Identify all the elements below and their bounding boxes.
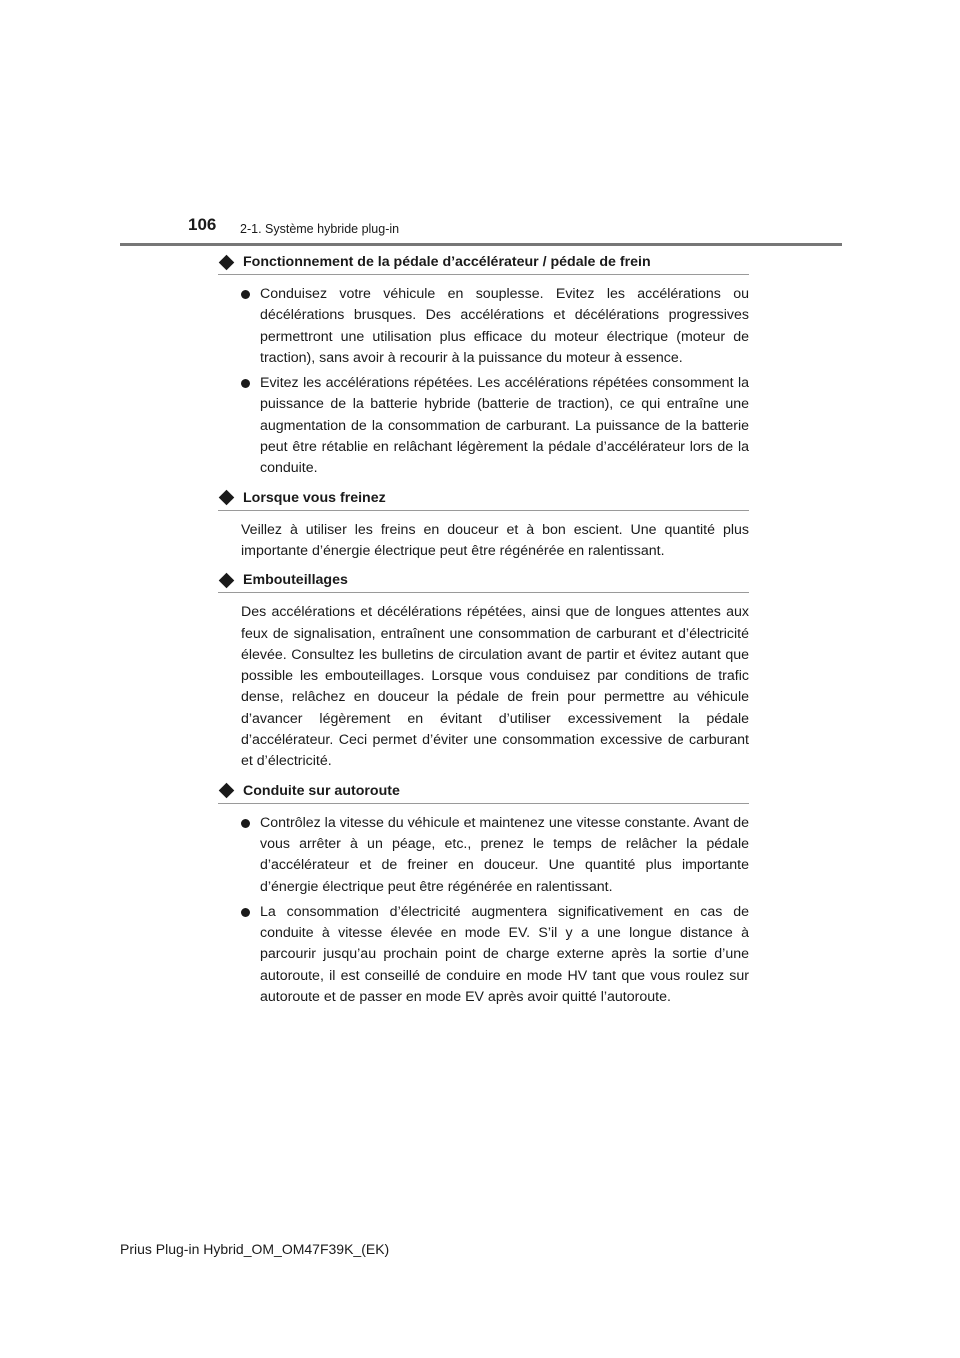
chapter-title: 2-1. Système hybride plug-in <box>240 222 400 236</box>
section-braking <box>218 490 749 563</box>
list-item-text: La consommation d’électricité augmentera significativement en cas de conduite à vitesse élevée en mode EV. S’il y a une longue distance à parcourir jusqu’au prochain point de charge externe après la sortie d’une autoroute, il est conseillé de conduire en mode HV tant que vous roulez sur autoroute et de passer en mode EV après avoir quitté l’autoroute. <box>260 903 749 1006</box>
round-bullet-icon <box>241 379 250 388</box>
section-body <box>218 602 749 772</box>
list-item <box>241 813 749 898</box>
section-body <box>218 813 749 1009</box>
section-heading <box>218 572 749 593</box>
diamond-bullet-icon <box>219 572 235 588</box>
section-traffic-jams <box>218 572 749 772</box>
diamond-bullet-icon <box>219 490 235 506</box>
list-item-text: Evitez les accélérations répétées. Les accélérations répétées consomment la puissance de la batterie hybride (batterie de traction), ce qui entraîne une augmentation de la consommation de carburant. La puissance de la batterie peut être rétablie en relâchant légèrement la pédale d’accélérateur lors de la conduite. <box>260 375 749 477</box>
section-heading-text: Lorsque vous freinez <box>243 489 386 506</box>
section-heading-text: Conduite sur autoroute <box>243 782 400 799</box>
section-pedal-operation <box>218 254 749 480</box>
list-item <box>241 902 749 1008</box>
round-bullet-icon <box>241 908 250 917</box>
list-item-text: Contrôlez la vitesse du véhicule et maintenez une vitesse constante. Avant de vous arrêter à un péage, etc., prenez le temps de relâcher la pédale d’accélérateur et de freiner en douceur. Une quantité plus importante d’énergie électrique peut être régénérée en ralentissant. <box>260 814 749 895</box>
list-item-text: Conduisez votre véhicule en souplesse. Evitez les accélérations ou décélérations brusques. Des accélérations et décélérations progressives permettront une utilisation plus efficace du moteur électrique (moteur de traction), sans avoir à recourir à la puissance du moteur à essence. <box>260 286 749 366</box>
list-item <box>241 284 749 369</box>
section-body <box>218 284 749 480</box>
paragraph: Veillez à utiliser les freins en douceur et à bon escient. Une quantité plus importante d’énergie électrique peut être régénérée en ralentissant. <box>241 521 749 559</box>
page-number: 106 <box>188 215 217 234</box>
diamond-bullet-icon <box>219 254 235 270</box>
section-heading <box>218 254 749 275</box>
round-bullet-icon <box>241 819 250 828</box>
section-heading-text: Embouteillages <box>243 572 348 589</box>
section-heading <box>218 783 749 804</box>
diamond-bullet-icon <box>219 783 235 799</box>
section-heading <box>218 490 749 511</box>
header-divider <box>120 243 842 246</box>
page-content <box>218 254 749 1018</box>
round-bullet-icon <box>241 290 250 299</box>
document-footer: Prius Plug-in Hybrid_OM_OM47F39K_(EK) <box>120 1241 390 1257</box>
paragraph: Des accélérations et décélérations répétées, ainsi que de longues attentes aux feux de signalisation, entraînent une consommation de carburant et d’électricité élevée. Consultez les bulletins de circulation avant de partir et évitez autant que possible les embouteillages. Lorsque vous conduisez par conditions de trafic dense, relâchez en douceur la pédale de frein pour permettre au véhicule d’avancer légèrement en évitant d’utiliser excessivement la pédale d’accélérateur. Ceci permet d’éviter une consommation excessive de carburant et d’électricité. <box>241 604 749 770</box>
section-body <box>218 520 749 563</box>
section-highway-driving <box>218 783 749 1009</box>
section-heading-text: Fonctionnement de la pédale d’accélérateur / pédale de frein <box>243 254 651 270</box>
list-item <box>241 373 749 479</box>
